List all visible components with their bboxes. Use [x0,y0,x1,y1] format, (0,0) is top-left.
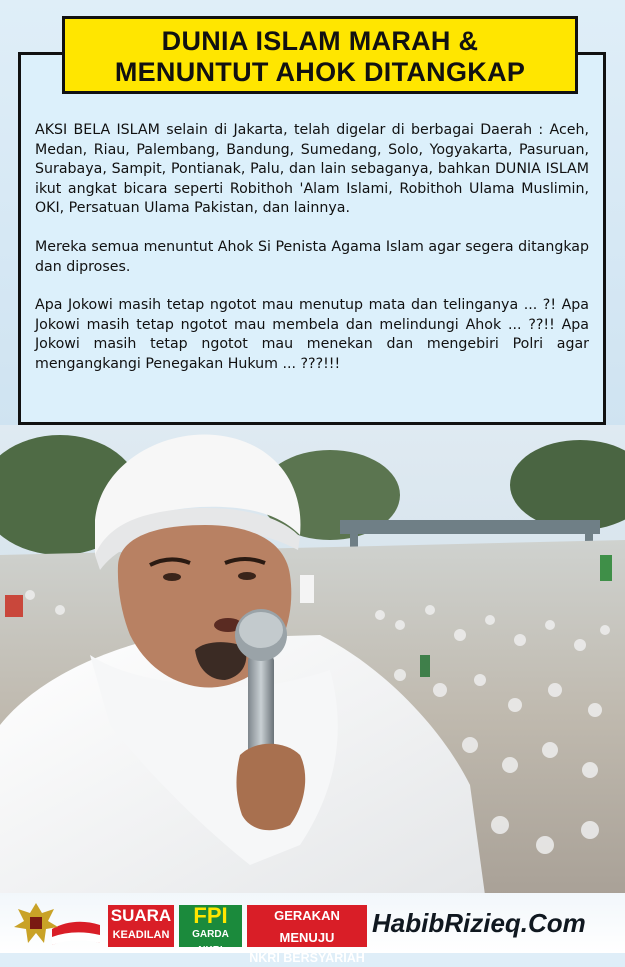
nkri-bersyariah-label: NKRI BERSYARIAH [249,951,365,965]
garuda-flag-icon [14,899,102,947]
rally-photo [0,425,625,895]
gerakan-label: GERAKAN MENUJU [274,908,340,945]
paragraph-aksi-bela-islam: AKSI BELA ISLAM selain di Jakarta, telah digelar di berbagai Daerah : Aceh, Medan, Riau, Palembang, Bandung, Sumedang, Solo, Yogyakarta, Pasuruan, Surabaya, Sampit, Pontianak, Palu, dan lain sebaganya, bahkan DUNIA ISLAM ikut angkat bicara seperti Robithoh 'Alam Islami, Robithoh Ulama Muslimin, OKI, Persatuan Ulama Pakistan, dan lainnya. [35,122,589,217]
suara-keadilan-logo [108,905,174,947]
headline-banner [62,16,578,94]
gerakan-nkri-logo [247,905,367,965]
footer-bar [0,893,625,965]
garda-nkri-label: GARDA NKRI [192,929,229,956]
keadilan-label: KEADILAN [112,929,170,941]
suara-label: SUARA [110,906,172,925]
fpi-logo [179,903,242,956]
headline-line-1: DUNIA ISLAM MARAH & [161,26,479,56]
website-label: HabibRizieq.Com [372,908,586,938]
paragraph-tuntutan: Mereka semua menuntut Ahok Si Penista Agama Islam agar segera ditangkap dan diproses. [35,238,589,275]
fpi-label: FPI [193,903,228,928]
headline-line-2: MENUNTUT AHOK DITANGKAP [114,57,526,87]
article-panel [18,52,606,425]
paragraph-pertanyaan: Apa Jokowi masih tetap ngotot mau menutup mata dan telinganya ... ?! Apa Jokowi masih tetap ngotot mau membela dan melindungi Ahok ... ??!! Apa Jokowi masih tetap ngotot mau menekan dan mengebiri Polri agar mengangkangi Penegakan Hukum ... ???!!! [35,297,589,372]
